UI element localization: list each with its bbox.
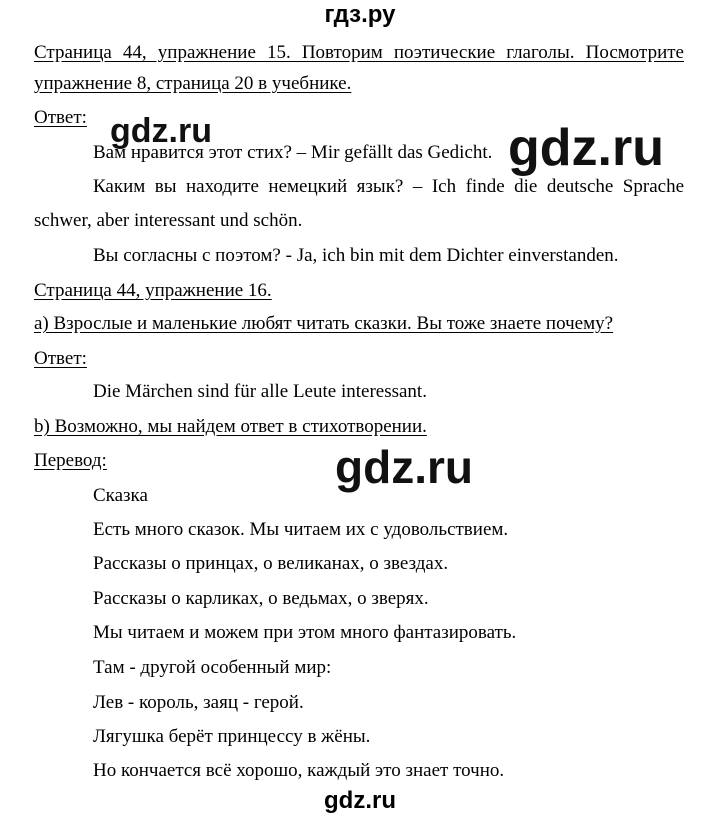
poem-line-6: Лев - король, заяц - герой. — [93, 692, 304, 713]
answer-line-3: schwer, aber interessant und schön. — [34, 210, 303, 231]
answer-line-4: Вы согласны с поэтом? - Ja, ich bin mit dem Dichter einverstanden. — [93, 245, 619, 266]
task-15-title-line-1: Страница 44, упражнение 15. Повторим поэтические глаголы. Посмотрите — [34, 42, 684, 63]
answer-label: Ответ: — [34, 107, 87, 128]
task-15-title-line-2: упражнение 8, страница 20 в учебнике. — [34, 73, 352, 94]
poem-line-8: Но кончается всё хорошо, каждый это знает точно. — [93, 760, 505, 781]
poem-line-4: Мы читаем и можем при этом много фантазировать. — [93, 622, 517, 643]
poem-title: Сказка — [93, 485, 148, 506]
answer-label-2: Ответ: — [34, 348, 87, 369]
watermark-center: gdz.ru — [335, 441, 473, 493]
translation-label: Перевод: — [34, 450, 107, 471]
site-footer: gdz.ru — [324, 787, 396, 814]
task-16-b: b) Возможно, мы найдем ответ в стихотворении. — [34, 416, 427, 437]
answer-line-2: Каким вы находите немецкий язык? – Ich finde die deutsche Sprache — [93, 176, 684, 197]
poem-line-7: Лягушка берёт принцессу в жёны. — [93, 726, 371, 747]
poem-line-3: Рассказы о карликах, о ведьмах, о зверях. — [93, 588, 429, 609]
answer-line-1: Вам нравится этот стих? – Mir gefällt das Gedicht. — [93, 142, 493, 163]
watermark-large: gdz.ru — [508, 119, 664, 177]
watermark-small: gdz.ru — [110, 112, 212, 150]
poem-line-1: Есть много сказок. Мы читаем их с удовольствием. — [93, 519, 509, 540]
answer-16-a: Die Märchen sind für alle Leute interessant. — [93, 381, 427, 402]
task-16-title: Страница 44, упражнение 16. — [34, 280, 272, 301]
poem-line-2: Рассказы о принцах, о великанах, о звездах. — [93, 553, 449, 574]
task-16-a: a) Взрослые и маленькие любят читать сказки. Вы тоже знаете почему? — [34, 313, 614, 334]
poem-line-5: Там - другой особенный мир: — [93, 657, 332, 678]
site-header: гдз.ру — [324, 1, 396, 28]
